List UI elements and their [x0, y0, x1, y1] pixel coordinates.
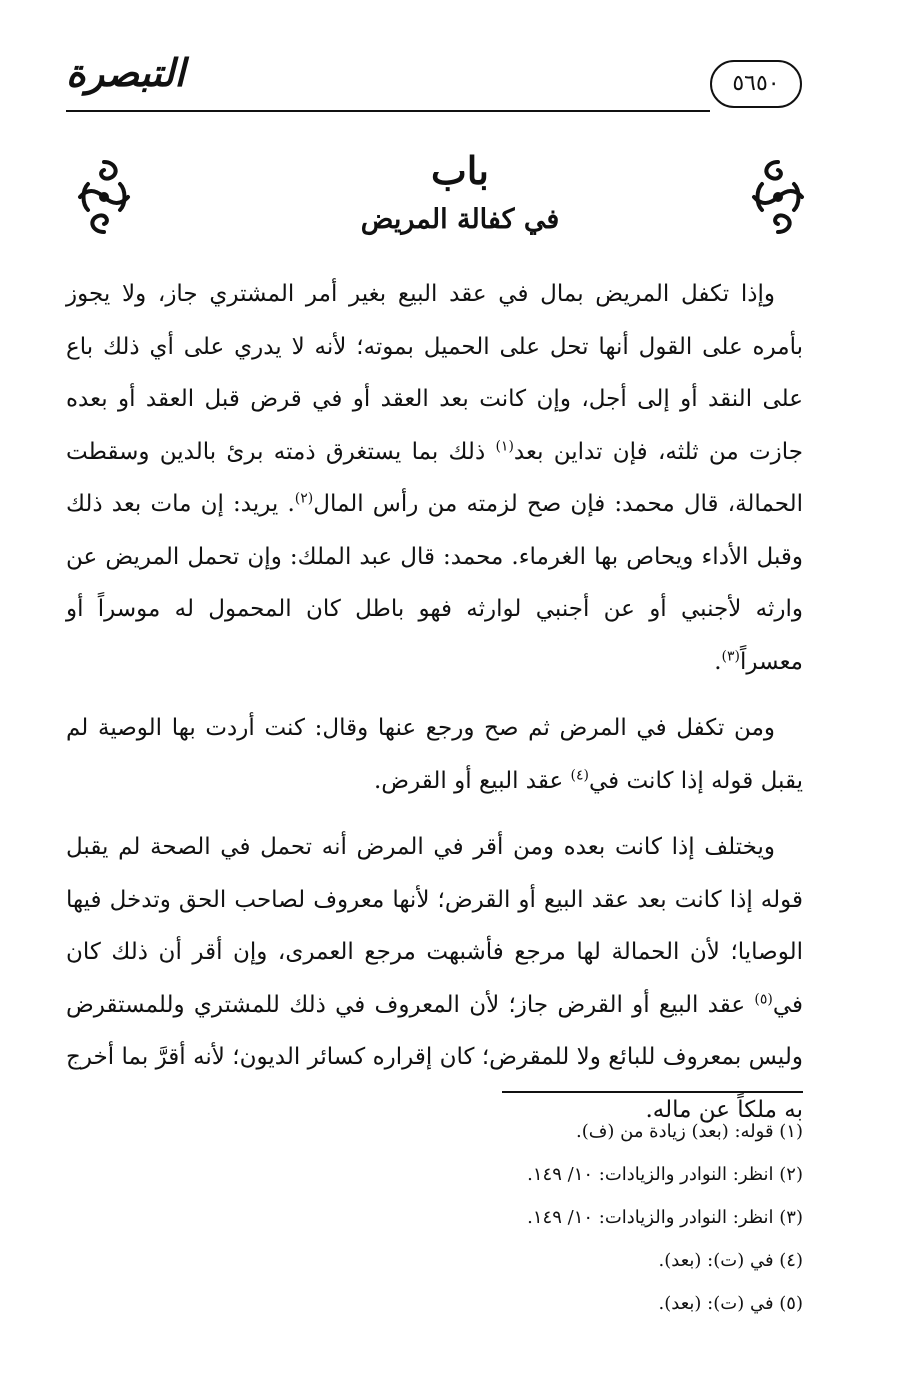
- text-run: ومن تكفل في المرض ثم صح ورجع عنها وقال: كنت أردت بها الوصية لم يقبل قوله إذا كانت في: [66, 715, 803, 794]
- text-run: وإذا تكفل المريض بمال في عقد البيع بغير أمر المشتري جاز، ولا يجوز بأمره على القول أنها تحل على الحميل بموته؛ لأنه لا يدري على أي ذلك باع على النقد أو إلى أجل، وإن كانت بعد العقد أو في قرض قبل العقد أو بعده جازت من ثلثه، فإن تداين بعد: [66, 281, 803, 465]
- text-run: ذلك بما يستغرق ذمته برئ بالدين وسقطت الحمالة، قال محمد: فإن صح لزمته من رأس المال: [66, 438, 803, 517]
- book-title: التبصرة: [66, 50, 185, 95]
- footnote-4: (٤) في (ت): (بعد).: [658, 1250, 803, 1271]
- footnote-ref-4: (٤): [570, 766, 589, 783]
- text-run: عقد البيع أو القرض.: [373, 767, 571, 794]
- footnote-3: (٣) انظر: النوادر والزيادات: ١٠/ ١٤٩.: [527, 1207, 803, 1228]
- header-rule: [66, 110, 710, 112]
- footnote-5: (٥) في (ت): (بعد).: [658, 1293, 803, 1314]
- footnote-rule: [502, 1091, 803, 1093]
- page-number: ٥٦٥٠: [710, 60, 802, 108]
- text-run: عقد البيع أو القرض جاز؛ لأن المعروف في ذلك للمشتري وللمستقرض وليس بمعروف للبائع ولا للمقرض؛ كان إقراره كسائر الديون؛ لأنه أقرَّ بما أخرج به ملكاً عن ماله.: [66, 991, 803, 1123]
- chapter-heading: [160, 148, 760, 242]
- footnote-ref-2: (٢): [294, 490, 314, 507]
- footnote-2: (٢) انظر: النوادر والزيادات: ١٠/ ١٤٩.: [527, 1164, 803, 1185]
- text-run: . يريد: إن مات بعد ذلك وقبل الأداء ويحاص بها الغرماء. محمد: قال عبد الملك: وإن تحمل المريض عن وارثه لأجنبي أو عن أجنبي لوارثه فهو باطل كان المحمول له موسراً أو معسراً: [66, 491, 803, 675]
- text-run: .: [714, 648, 722, 675]
- text-run: ويختلف إذا كانت بعده ومن أقر في المرض أنه تحمل في الصحة لم يقبل قوله إذا كانت بعد عقد البيع أو القرض؛ لأنها معروف لصاحب الحق وتدخل فيها الوصايا؛ لأن الحمالة لها مرجع فأشبهت مرجع العمرى، وإن أقر أن ذلك كان في: [66, 834, 803, 1018]
- page-header: [66, 44, 802, 116]
- chapter-title: في كفالة المريض: [360, 204, 560, 235]
- footnote-1: (١) قوله: (بعد) زيادة من (ف).: [575, 1121, 803, 1142]
- main-text: [66, 268, 803, 1150]
- footnote-ref-3: (٣): [721, 647, 740, 664]
- footnote-ref-5: (٥): [754, 990, 773, 1007]
- footnotes: [300, 1110, 803, 1325]
- footnote-ref-1: (١): [495, 437, 514, 454]
- chapter-label: باب: [431, 148, 489, 193]
- paragraph-1: [66, 268, 803, 688]
- arabesque-ornament-icon: [74, 156, 134, 238]
- paragraph-2: [66, 702, 803, 807]
- paragraph-3: [66, 821, 803, 1136]
